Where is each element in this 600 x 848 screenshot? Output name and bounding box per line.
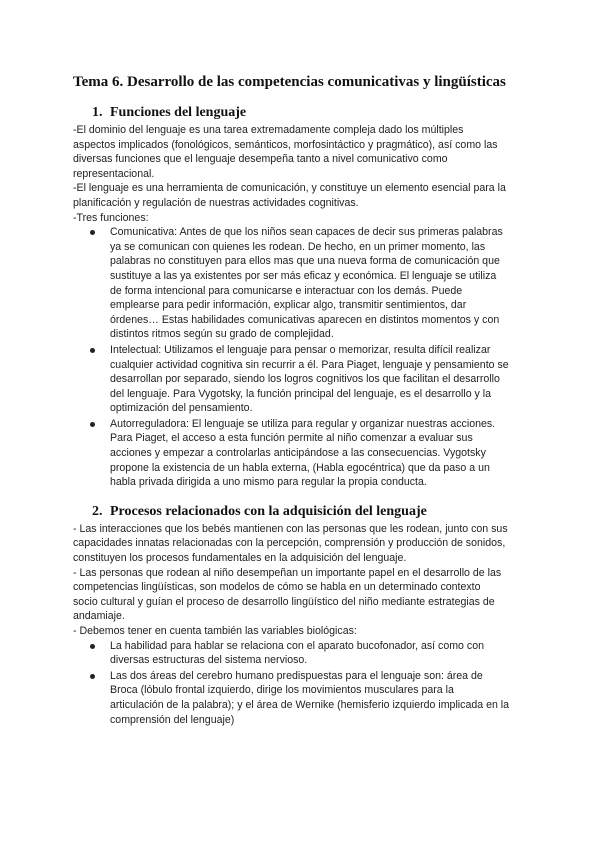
text-line: comprensión del lenguaje)	[110, 713, 235, 726]
section-body	[73, 522, 543, 639]
text-line: - Las personas que rodean al niño desempeñan un importante papel en el desarrollo de las	[73, 566, 502, 579]
text-line: aspectos implicados (fonológicos, semánticos, morfosintáctico y pragmático), así como las	[73, 138, 498, 151]
section-heading	[73, 103, 543, 123]
text-line: - Debemos tener en cuenta también las variables biológicas:	[73, 625, 357, 637]
bullet-icon	[90, 674, 95, 679]
bullet-item	[73, 417, 543, 490]
text-line: socio cultural y guían el proceso de desarrollo lingüístico del niño mediante estrategias de	[73, 595, 495, 608]
text-line: capacidades innatas relacionadas con la percepción, comprensión y producción de sonidos,	[73, 537, 506, 550]
text-line: Las dos áreas del cerebro humano predispuestas para el lenguaje son: área de	[110, 669, 483, 682]
text-line: del lenguaje. Para Vygotsky, la función principal del lenguaje, es el desarrollo y la	[110, 387, 492, 400]
bullet-icon	[90, 644, 95, 649]
text-line: acciones y empezar a controlarlas anticipándose a las consecuencias. Vygotsky	[110, 447, 486, 460]
bullet-icon	[90, 348, 95, 353]
section-heading-text: Procesos relacionados con la adquisición del lenguaje	[110, 503, 427, 519]
text-line: -El lenguaje es una herramienta de comunicación, y constituye un elemento esencial para la	[73, 182, 506, 195]
text-line: de forma intencional para comunicarse e interactuar con los demás. Puede	[110, 284, 463, 297]
text-line: desarrollan por separado, siendo los logros cognitivos los que facilitan el desarrollo	[110, 373, 500, 386]
text-line: palabras no constituyen para ellos mas que una nueva forma de comunicación que	[110, 255, 500, 268]
text-line: -Tres funciones:	[73, 211, 149, 224]
section-2	[73, 502, 543, 727]
text-line: habla privada dirigida a uno mismo para regular la propia conducta.	[110, 476, 427, 489]
text-line: Para Piaget, el acceso a esta función permite al niño comenzar a evaluar sus	[110, 432, 473, 445]
bullet-icon	[90, 230, 95, 235]
bullet-item	[73, 639, 543, 668]
text-line: órdenes… Estas habilidades comunicativas aparecen en distintos momentos y con	[110, 313, 500, 326]
text-line: articulación de la palabra); y el área de Wernike (hemisferio izquierdo implicada en la	[110, 698, 510, 711]
text-line: Intelectual: Utilizamos el lenguaje para pensar o memorizar, resulta difícil realizar	[110, 343, 491, 356]
text-line: competencias lingüísticas, son modelos de cómo se habla en un determinado contexto	[73, 581, 481, 594]
document-content	[73, 72, 543, 727]
text-line: planificación y regulación de nuestras actividades cognitivas.	[73, 196, 359, 209]
text-line: diversas estructuras del sistema nervioso.	[110, 654, 308, 667]
text-line: diversas funciones que el lenguaje desempeña tanto a nivel comunicativo como	[73, 153, 448, 166]
text-line: constituyen los procesos fundamentales en la adquisición del lenguaje.	[73, 552, 407, 565]
bullet-list	[73, 225, 543, 490]
text-line: Comunicativa: Antes de que los niños sean capaces de decir sus primeras palabras	[110, 226, 503, 239]
text-line: cualquier actividad cognitiva sin recurrir a él. Para Piaget, lenguaje y pensamiento se	[110, 358, 509, 371]
text-line: optimización del pensamiento.	[110, 402, 253, 415]
text-line: Broca (lóbulo frontal izquierdo, dirige los movimientos musculares para la	[110, 684, 454, 697]
bullet-item	[73, 669, 543, 727]
bullet-item	[73, 343, 543, 416]
bullet-list	[73, 639, 543, 728]
text-line: distintos ritmos según su grado de complejidad.	[110, 328, 334, 341]
section-1	[73, 103, 543, 490]
section-heading	[73, 502, 543, 522]
text-line: andamiaje.	[73, 610, 125, 623]
text-line: emplearse para pedir información, explicar algo, transmitir sentimientos, dar	[110, 299, 467, 312]
document-title: Tema 6. Desarrollo de las competencias comunicativas y lingüísticas	[73, 74, 506, 90]
section-number: 2.	[92, 503, 103, 519]
text-line: representacional.	[73, 167, 155, 180]
text-line: Autorreguladora: El lenguaje se utiliza para regular y organizar nuestras acciones.	[110, 417, 496, 430]
text-line: ya se comunican con quienes les rodean. De hecho, en un primer momento, las	[110, 240, 486, 253]
section-number: 1.	[92, 105, 103, 120]
text-line: -El dominio del lenguaje es una tarea extremadamente compleja dado los múltiples	[73, 124, 464, 136]
section-heading-text: Funciones del lenguaje	[110, 105, 247, 120]
text-line: La habilidad para hablar se relaciona con el aparato bucofonador, así como con	[110, 639, 484, 652]
bullet-icon	[90, 422, 95, 427]
text-line: - Las interacciones que los bebés mantienen con las personas que les rodean, junto con sus	[73, 522, 508, 535]
section-body	[73, 123, 543, 225]
text-line: propone la existencia de un habla externa, (Habla egocéntrica) que da paso a un	[110, 461, 490, 474]
bullet-item	[73, 225, 543, 342]
text-line: sustituye a las ya existentes por ser más eficaz y económica. El lenguaje se utiliza	[110, 269, 497, 282]
